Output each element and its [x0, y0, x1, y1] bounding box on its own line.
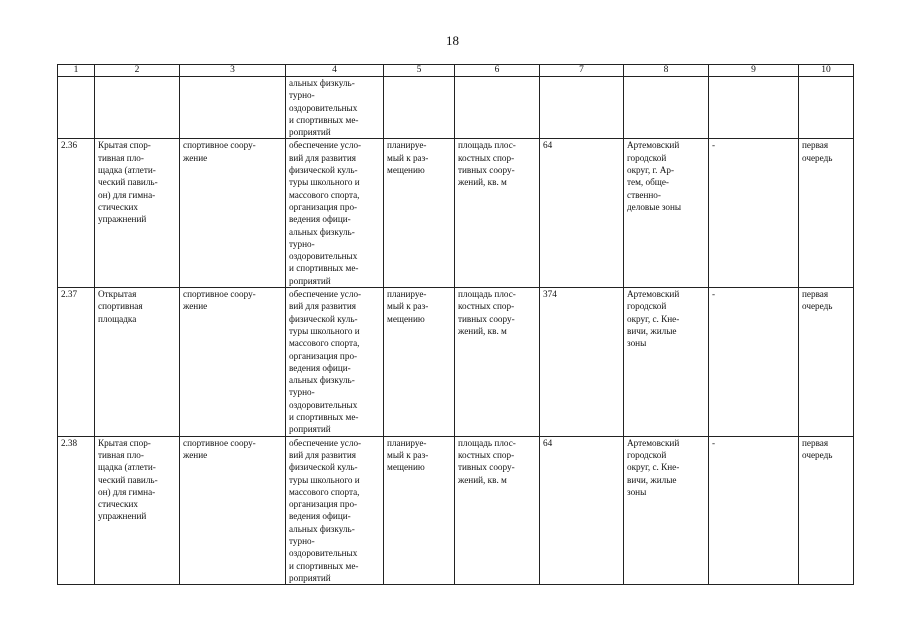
implementation-stage-line: первая [802, 437, 829, 448]
object-purpose-line: роприятий [289, 275, 331, 286]
object-purpose-line: роприятий [289, 127, 331, 138]
column-9-value-cell [709, 436, 799, 585]
object-name-line: упражнений [98, 214, 147, 225]
indicator-name-line: жений, кв. м [458, 325, 507, 336]
object-type-cell [180, 288, 286, 437]
row-number: 2.38 [61, 437, 78, 448]
column-header: 9 [709, 65, 799, 77]
object-purpose-line: турно- [289, 387, 315, 398]
object-purpose-line: физической куль- [289, 313, 358, 324]
object-purpose-line: обеспечение усло- [289, 289, 362, 300]
object-location-cell [624, 77, 709, 139]
column-9-value-cell [709, 139, 799, 288]
object-purpose-line: туры школьного и [289, 325, 360, 336]
object-location-line: ственно- [627, 189, 661, 200]
table-body [58, 77, 854, 585]
object-location-cell [624, 139, 709, 288]
object-purpose-line: физической куль- [289, 462, 358, 473]
object-name-line: Крытая спор- [98, 437, 151, 448]
object-purpose-line: оздоровительных [289, 548, 358, 559]
object-purpose-line: физической куль- [289, 165, 358, 176]
object-type-line: жение [183, 301, 208, 312]
object-name-line: он) для гимна- [98, 189, 156, 200]
object-location-line: зоны [627, 338, 647, 349]
object-purpose-line: оздоровительных [289, 102, 358, 113]
implementation-stage-cell [799, 139, 854, 288]
object-type-cell [180, 139, 286, 288]
object-status-cell [384, 436, 455, 585]
table-row [58, 77, 854, 139]
object-type-cell [180, 436, 286, 585]
object-purpose-line: оздоровительных [289, 399, 358, 410]
object-status-line: мый к раз- [387, 449, 429, 460]
object-name-line: площадка [98, 313, 137, 324]
row-number-cell [58, 436, 95, 585]
object-location-cell [624, 436, 709, 585]
column-header: 5 [384, 65, 455, 77]
object-status-cell [384, 77, 455, 139]
object-purpose-line: турно- [289, 90, 315, 101]
indicator-name-line: костных спор- [458, 152, 515, 163]
object-status-line: мещению [387, 165, 425, 176]
object-name-line: ческий павиль- [98, 177, 158, 188]
column-header: 2 [95, 65, 180, 77]
column-header: 6 [455, 65, 540, 77]
indicator-value-cell [540, 77, 624, 139]
object-location-line: Артемовский [627, 140, 680, 151]
implementation-stage-cell [799, 77, 854, 139]
object-name-line: Открытая [98, 289, 137, 300]
indicator-name-line: костных спор- [458, 301, 515, 312]
object-location-line: округ, г. Ар- [627, 165, 675, 176]
indicator-name-line: жений, кв. м [458, 177, 507, 188]
object-location-line: округ, с. Кне- [627, 313, 680, 324]
column-9-value: - [712, 289, 716, 300]
object-name-line: спортивная [98, 301, 143, 312]
column-9-value: - [712, 140, 716, 151]
object-status-line: планируе- [387, 289, 427, 300]
object-location-line: городской [627, 152, 667, 163]
table-row [58, 436, 854, 585]
implementation-stage-line: первая [802, 140, 829, 151]
object-purpose-line: турно- [289, 535, 315, 546]
object-purpose-line: альных физкуль- [289, 226, 355, 237]
object-purpose-line: массового спорта, [289, 338, 360, 349]
object-location-line: вичи, жилые [627, 325, 677, 336]
object-purpose-line: ведения офици- [289, 362, 351, 373]
object-purpose-line: массового спорта, [289, 189, 360, 200]
object-name-line: стических [98, 499, 138, 510]
implementation-stage-line: очередь [802, 301, 833, 312]
object-status-line: мый к раз- [387, 152, 429, 163]
object-name-line: Крытая спор- [98, 140, 151, 151]
row-number-cell [58, 77, 95, 139]
indicator-value-cell [540, 139, 624, 288]
indicator-name-line: площадь плос- [458, 140, 516, 151]
object-purpose-line: организация про- [289, 499, 358, 510]
object-name-cell [95, 139, 180, 288]
object-type-cell [180, 77, 286, 139]
column-header: 1 [58, 65, 95, 77]
indicator-name-cell [455, 77, 540, 139]
indicator-name-line: площадь плос- [458, 437, 516, 448]
object-type-line: спортивное соору- [183, 140, 256, 151]
object-location-line: тем, обще- [627, 177, 669, 188]
register-table [57, 64, 854, 585]
object-location-line: вичи, жилые [627, 474, 677, 485]
object-purpose-line: вий для развития [289, 152, 356, 163]
implementation-stage-cell [799, 288, 854, 437]
object-status-line: планируе- [387, 140, 427, 151]
object-purpose-line: альных физкуль- [289, 78, 355, 88]
column-9-value-cell [709, 77, 799, 139]
object-location-line: городской [627, 301, 667, 312]
object-name-line: щадка (атлети- [98, 165, 156, 176]
implementation-stage-cell [799, 436, 854, 585]
object-purpose-line: альных физкуль- [289, 375, 355, 386]
object-purpose-line: туры школьного и [289, 474, 360, 485]
object-purpose-line: и спортивных ме- [289, 412, 359, 423]
indicator-name-line: площадь плос- [458, 289, 516, 300]
object-type-line: жение [183, 152, 208, 163]
object-location-line: деловые зоны [627, 201, 682, 212]
object-name-cell [95, 288, 180, 437]
object-status-line: мещению [387, 313, 425, 324]
object-purpose-line: вий для развития [289, 301, 356, 312]
object-status-cell [384, 288, 455, 437]
column-9-value: - [712, 437, 716, 448]
object-purpose-line: и спортивных ме- [289, 114, 359, 125]
object-purpose-line: альных физкуль- [289, 523, 355, 534]
object-purpose-line: организация про- [289, 350, 358, 361]
indicator-name-line: тивных соору- [458, 165, 515, 176]
indicator-value-cell [540, 436, 624, 585]
table-row [58, 139, 854, 288]
object-purpose-line: оздоровительных [289, 251, 358, 262]
row-number: 2.37 [61, 289, 78, 300]
indicator-name-cell [455, 139, 540, 288]
object-name-line: щадка (атлети- [98, 462, 156, 473]
indicator-name-line: тивных соору- [458, 462, 515, 473]
column-9-value-cell [709, 288, 799, 437]
object-purpose-cell [286, 139, 384, 288]
column-number-row [58, 65, 854, 77]
object-purpose-line: ведения офици- [289, 214, 351, 225]
indicator-value: 64 [543, 437, 553, 448]
object-location-line: Артемовский [627, 437, 680, 448]
indicator-name-line: жений, кв. м [458, 474, 507, 485]
object-name-line: ческий павиль- [98, 474, 158, 485]
indicator-name-line: тивных соору- [458, 313, 515, 324]
object-name-line: тивная пло- [98, 152, 144, 163]
table-row [58, 288, 854, 437]
indicator-name-cell [455, 288, 540, 437]
object-purpose-cell [286, 77, 384, 139]
column-header: 3 [180, 65, 286, 77]
row-number-cell [58, 139, 95, 288]
object-purpose-line: роприятий [289, 424, 331, 435]
implementation-stage-line: очередь [802, 152, 833, 163]
implementation-stage-line: очередь [802, 449, 833, 460]
object-status-line: мый к раз- [387, 301, 429, 312]
object-type-line: спортивное соору- [183, 289, 256, 300]
row-number-cell [58, 288, 95, 437]
indicator-value: 374 [543, 289, 557, 300]
indicator-name-cell [455, 436, 540, 585]
object-name-cell [95, 77, 180, 139]
object-location-cell [624, 288, 709, 437]
row-number: 2.36 [61, 140, 78, 151]
object-location-line: городской [627, 449, 667, 460]
column-header: 8 [624, 65, 709, 77]
column-header: 4 [286, 65, 384, 77]
object-purpose-line: туры школьного и [289, 177, 360, 188]
indicator-name-line: костных спор- [458, 449, 515, 460]
page-number: 18 [446, 33, 459, 48]
object-name-line: упражнений [98, 511, 147, 522]
object-status-line: планируе- [387, 437, 427, 448]
indicator-value-cell [540, 288, 624, 437]
object-purpose-line: турно- [289, 238, 315, 249]
object-status-line: мещению [387, 462, 425, 473]
object-purpose-line: обеспечение усло- [289, 437, 362, 448]
object-name-line: стических [98, 201, 138, 212]
object-purpose-line: ведения офици- [289, 511, 351, 522]
object-status-cell [384, 139, 455, 288]
object-purpose-cell [286, 288, 384, 437]
object-purpose-line: обеспечение усло- [289, 140, 362, 151]
object-location-line: Артемовский [627, 289, 680, 300]
implementation-stage-line: первая [802, 289, 829, 300]
object-location-line: округ, с. Кне- [627, 462, 680, 473]
object-name-line: тивная пло- [98, 449, 144, 460]
object-purpose-line: массового спорта, [289, 486, 360, 497]
column-header: 10 [799, 65, 854, 77]
object-purpose-line: и спортивных ме- [289, 263, 359, 274]
object-purpose-line: организация про- [289, 201, 358, 212]
object-type-line: спортивное соору- [183, 437, 256, 448]
object-purpose-line: и спортивных ме- [289, 560, 359, 571]
object-purpose-cell [286, 436, 384, 585]
object-purpose-line: роприятий [289, 572, 331, 583]
column-header: 7 [540, 65, 624, 77]
object-name-cell [95, 436, 180, 585]
indicator-value: 64 [543, 140, 553, 151]
object-purpose-line: вий для развития [289, 449, 356, 460]
object-name-line: он) для гимна- [98, 486, 156, 497]
object-type-line: жение [183, 449, 208, 460]
object-location-line: зоны [627, 486, 647, 497]
